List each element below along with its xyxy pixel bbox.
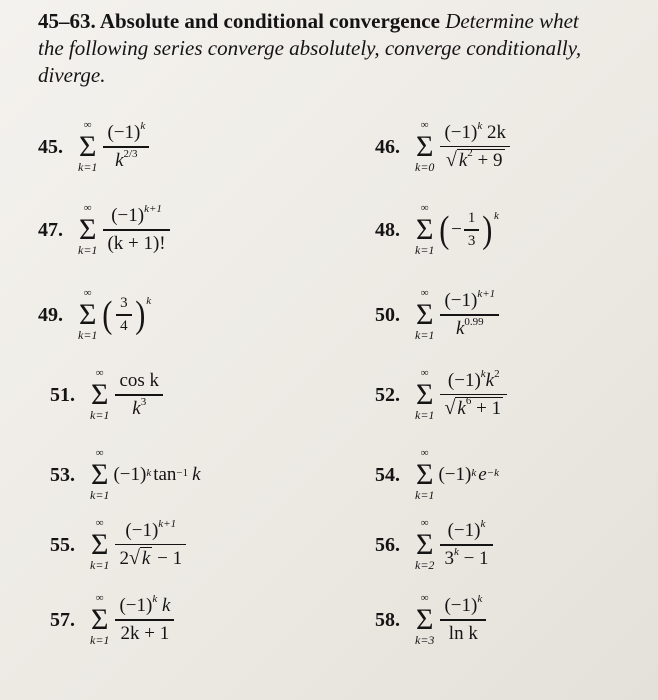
series-term: $\frac{(-1)^k 2k}{√ k^2 + 9}$ — [440, 122, 510, 173]
series-term: (−1) $^k$ e $^{-k}$ — [438, 464, 499, 485]
problem-number: 51. — [50, 383, 75, 406]
sigma-symbol: ∞ Σ k=3 — [415, 591, 435, 647]
series-term: $\frac{(-1)^k}{k^{2/3}}$ — [103, 122, 149, 172]
series-term: $\frac{(-1)^{k+1}}{k^{0.99}}$ — [440, 290, 499, 340]
problem-49 — [38, 280, 151, 350]
sigma-symbol: ∞ Σ k=1 — [415, 286, 435, 342]
problem-58 — [375, 585, 488, 655]
problem-number: 45. — [38, 135, 63, 158]
series-term: ( $\frac{3}{4}$ ) $^k$ — [102, 294, 152, 336]
problem-number: 58. — [375, 608, 400, 631]
problem-55 — [50, 510, 188, 580]
problem-number: 54. — [375, 463, 400, 486]
problem-50 — [375, 280, 501, 350]
problem-56 — [375, 510, 495, 580]
sigma-symbol: ∞ Σ k=2 — [415, 516, 435, 572]
sigma-symbol: ∞ Σ k=1 — [78, 118, 98, 174]
problem-47 — [38, 195, 172, 265]
problem-54 — [375, 440, 499, 510]
series-term: (−1) $^k$ tan $^{-1}$ k — [113, 464, 201, 485]
series-term: ( − $\frac{1}{3}$ ) $^k$ — [439, 209, 499, 251]
problem-57 — [50, 585, 176, 655]
series-term: $\frac{(-1)^kk^2}{√ k^6 + 1}$ — [440, 370, 507, 421]
problem-number: 46. — [375, 135, 400, 158]
problem-45 — [38, 112, 151, 182]
sigma-symbol: ∞ Σ k=1 — [78, 286, 98, 342]
problem-number: 52. — [375, 383, 400, 406]
problem-46 — [375, 112, 512, 182]
problem-53 — [50, 440, 201, 510]
sigma-symbol: ∞ Σ k=1 — [415, 366, 435, 422]
problem-52 — [375, 360, 509, 430]
series-term: $\frac{(-1)^k k}{2k + 1}$ — [115, 595, 174, 645]
problem-number: 47. — [38, 218, 63, 241]
instructions-line-3: diverge. — [38, 63, 106, 87]
section-header — [38, 8, 658, 89]
sigma-symbol: ∞ Σ k=1 — [78, 201, 98, 257]
sigma-symbol: ∞ Σ k=0 — [415, 118, 435, 174]
problem-48 — [375, 195, 499, 265]
problem-51 — [50, 360, 165, 430]
instructions-line-2: the following series converge absolutely, converge conditionally, — [38, 36, 582, 60]
series-term: $\frac{(-1)^{k+1}}{(k + 1)!}$ — [103, 205, 169, 255]
problem-number: 48. — [375, 218, 400, 241]
sigma-symbol: ∞ Σ k=1 — [415, 446, 435, 502]
problem-number: 57. — [50, 608, 75, 631]
series-term: $\frac{(-1)^k}{3^k - 1}$ — [440, 520, 492, 570]
series-term: $\frac{\text{cos k}}{k^3}$ — [115, 370, 163, 420]
series-term: $\frac{(-1)^k}{\text{ln k}}$ — [440, 595, 486, 645]
instructions-line-1: Determine whet — [445, 9, 579, 33]
problem-number: 53. — [50, 463, 75, 486]
series-term: $\frac{(-1)^{k+1}}{2√ k - 1}$ — [115, 520, 186, 571]
sigma-symbol: ∞ Σ k=1 — [90, 591, 110, 647]
section-title: 45–63. Absolute and conditional convergence — [38, 9, 440, 33]
sigma-symbol: ∞ Σ k=1 — [90, 516, 110, 572]
problem-number: 55. — [50, 533, 75, 556]
problem-number: 50. — [375, 303, 400, 326]
sigma-symbol: ∞ Σ k=1 — [90, 446, 110, 502]
problem-number: 56. — [375, 533, 400, 556]
sigma-symbol: ∞ Σ k=1 — [415, 201, 435, 257]
sigma-symbol: ∞ Σ k=1 — [90, 366, 110, 422]
problem-number: 49. — [38, 303, 63, 326]
